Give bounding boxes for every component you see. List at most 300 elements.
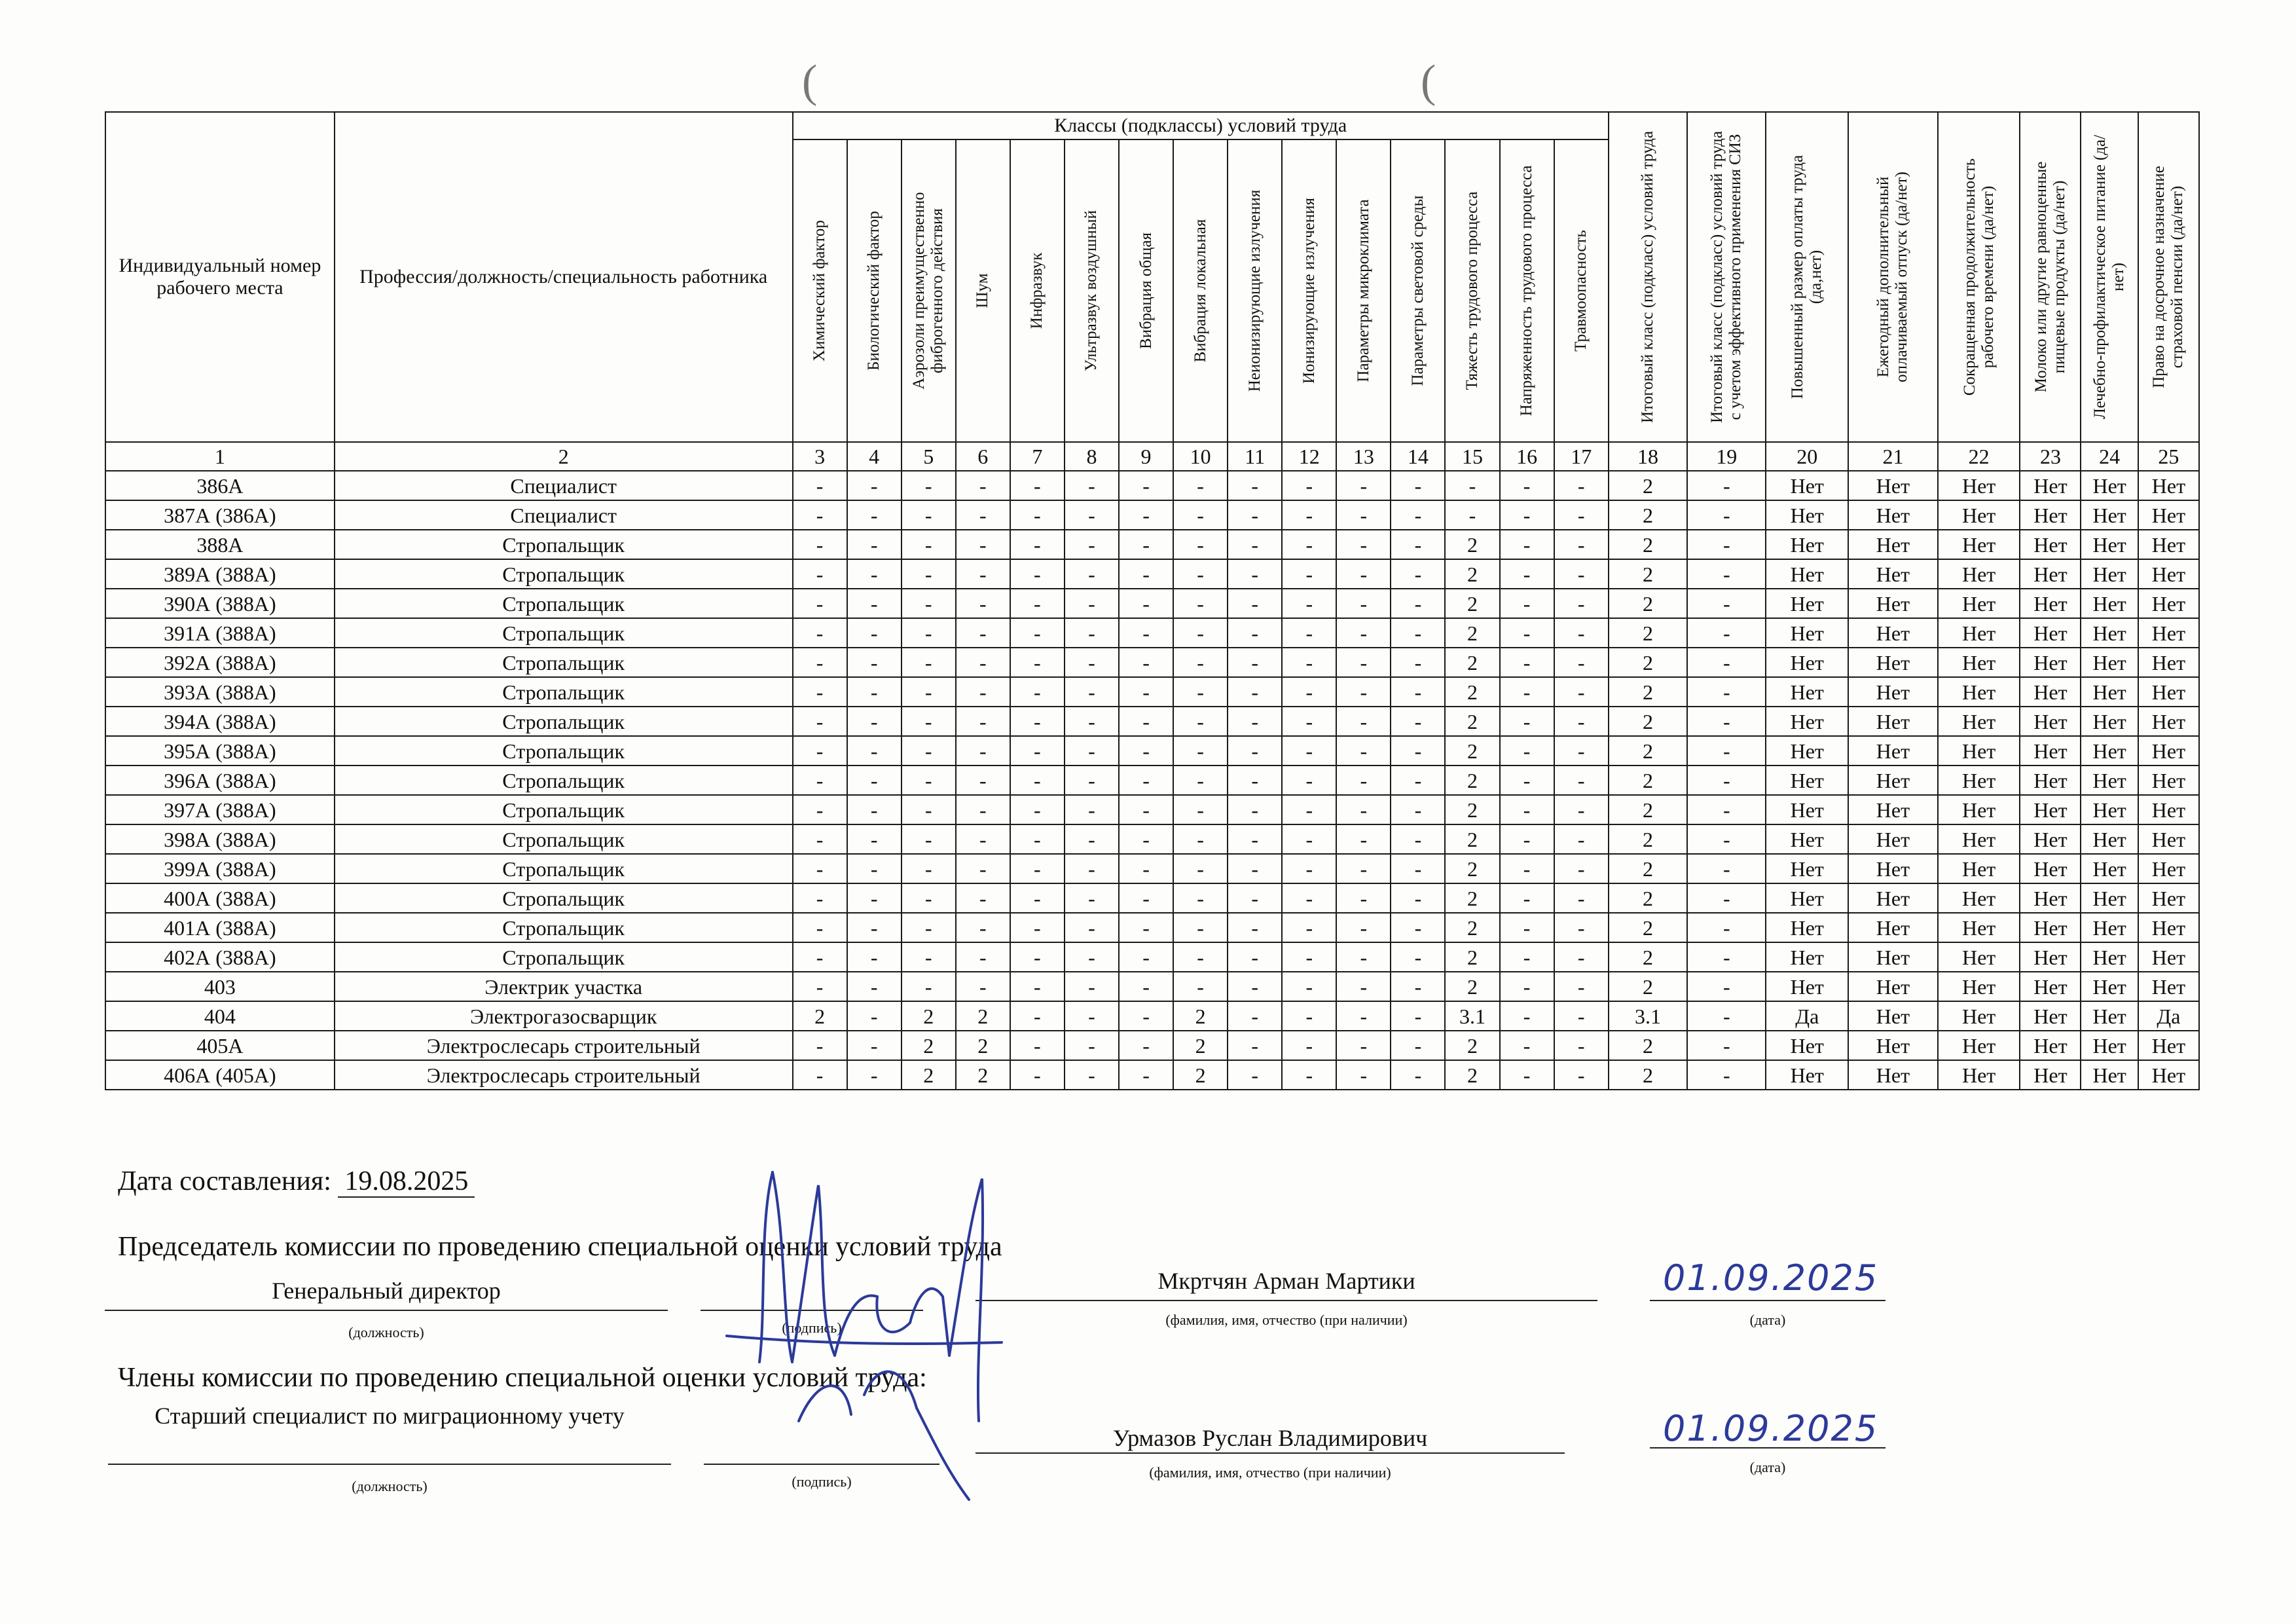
value-cell: Нет	[1766, 530, 1848, 559]
value-cell: -	[902, 942, 956, 972]
value-cell: -	[1391, 1031, 1445, 1060]
profession-cell: Стропальщик	[335, 530, 793, 559]
value-cell: -	[1010, 471, 1065, 500]
value-cell: 2	[1609, 1060, 1687, 1090]
value-cell: -	[1554, 1001, 1609, 1031]
value-cell: -	[1228, 972, 1282, 1001]
value-cell: -	[1500, 1031, 1554, 1060]
value-cell: Нет	[2138, 500, 2199, 530]
value-cell: -	[1173, 854, 1228, 883]
value-cell: Нет	[1938, 618, 2020, 648]
value-cell: -	[1500, 1001, 1554, 1031]
value-cell: -	[1391, 648, 1445, 677]
workplace-number-cell: 389А (388А)	[105, 559, 335, 589]
value-cell: 2	[1609, 677, 1687, 707]
value-cell: -	[902, 618, 956, 648]
value-cell: 2	[1445, 854, 1499, 883]
value-cell: -	[1010, 500, 1065, 530]
value-cell: Нет	[1938, 942, 2020, 972]
table-row	[105, 559, 2199, 589]
value-cell: -	[1391, 972, 1445, 1001]
value-cell: -	[902, 471, 956, 500]
profession-cell: Стропальщик	[335, 559, 793, 589]
header-factor: Неионизирующие излучения	[1228, 139, 1282, 442]
caption-position: (должность)	[348, 1324, 424, 1340]
profession-cell: Электрик участка	[335, 972, 793, 1001]
value-cell: -	[1228, 942, 1282, 972]
value-cell: -	[1228, 883, 1282, 913]
value-cell: -	[1065, 1001, 1119, 1031]
value-cell: -	[1282, 471, 1336, 500]
value-cell: Нет	[2081, 942, 2138, 972]
value-cell: Нет	[1938, 795, 2020, 824]
value-cell: -	[1554, 1031, 1609, 1060]
compile-date-line	[118, 1166, 475, 1197]
value-cell: Нет	[2081, 471, 2138, 500]
value-cell: -	[1500, 618, 1554, 648]
value-cell: -	[1554, 736, 1609, 766]
value-cell: 2	[1445, 972, 1499, 1001]
workplace-number-cell: 391А (388А)	[105, 618, 335, 648]
profession-cell: Стропальщик	[335, 883, 793, 913]
workplace-number-cell: 386А	[105, 471, 335, 500]
value-cell: -	[1391, 1060, 1445, 1090]
value-cell: Нет	[2081, 766, 2138, 795]
value-cell: -	[1119, 766, 1173, 795]
value-cell: -	[1687, 559, 1766, 589]
value-cell: -	[1010, 736, 1065, 766]
value-cell: -	[793, 707, 847, 736]
value-cell: -	[1500, 854, 1554, 883]
value-cell: -	[1282, 972, 1336, 1001]
value-cell: Нет	[1938, 500, 2020, 530]
value-cell: Нет	[2020, 972, 2081, 1001]
value-cell: Нет	[2020, 766, 2081, 795]
value-cell: Нет	[2081, 736, 2138, 766]
table-row	[105, 854, 2199, 883]
value-cell: -	[847, 618, 902, 648]
value-cell: -	[1065, 1060, 1119, 1090]
value-cell: -	[793, 942, 847, 972]
value-cell: -	[1282, 1031, 1336, 1060]
table-body	[105, 471, 2199, 1090]
value-cell: Нет	[1938, 972, 2020, 1001]
chair-position: Генеральный директор	[272, 1278, 501, 1304]
table-row	[105, 1060, 2199, 1090]
value-cell: -	[1500, 972, 1554, 1001]
table-row	[105, 824, 2199, 854]
value-cell: -	[1391, 795, 1445, 824]
header-reduced-hours: Сокращенная продолжительность рабочего времени (да/нет)	[1938, 112, 2020, 442]
value-cell: -	[1554, 530, 1609, 559]
chair-signed-date: 01.09.2025	[1663, 1257, 1879, 1299]
profession-cell: Стропальщик	[335, 618, 793, 648]
value-cell: Нет	[1766, 471, 1848, 500]
value-cell: Нет	[2138, 883, 2199, 913]
value-cell: -	[1554, 648, 1609, 677]
header-factor: Вибрация локальная	[1173, 139, 1228, 442]
value-cell: Нет	[2081, 677, 2138, 707]
value-cell: Нет	[1848, 677, 1938, 707]
scan-mark: (	[802, 56, 818, 107]
value-cell: 2	[793, 1001, 847, 1031]
value-cell: -	[1010, 559, 1065, 589]
member-position: Старший специалист по миграционному учету	[155, 1403, 625, 1429]
value-cell: -	[1228, 766, 1282, 795]
value-cell: Нет	[2138, 766, 2199, 795]
profession-cell: Стропальщик	[335, 589, 793, 618]
value-cell: -	[1391, 530, 1445, 559]
value-cell: 2	[1445, 766, 1499, 795]
value-cell: Нет	[1938, 589, 2020, 618]
value-cell: Нет	[1848, 883, 1938, 913]
value-cell: -	[1228, 500, 1282, 530]
value-cell: -	[1687, 1060, 1766, 1090]
column-number: 22	[1938, 442, 2020, 471]
value-cell: -	[902, 736, 956, 766]
value-cell: -	[1010, 854, 1065, 883]
value-cell: -	[1391, 854, 1445, 883]
value-cell: -	[1391, 766, 1445, 795]
value-cell: -	[1065, 648, 1119, 677]
value-cell: -	[1228, 913, 1282, 942]
value-cell: Нет	[2138, 942, 2199, 972]
value-cell: Нет	[1938, 883, 2020, 913]
value-cell: 2	[1445, 677, 1499, 707]
value-cell: -	[847, 736, 902, 766]
value-cell: -	[1282, 530, 1336, 559]
value-cell: -	[1228, 824, 1282, 854]
value-cell: Нет	[1766, 942, 1848, 972]
header-early-pension: Право на досрочное назначение страховой пенсии (да/нет)	[2138, 112, 2199, 442]
value-cell: -	[1228, 854, 1282, 883]
value-cell: Нет	[2138, 677, 2199, 707]
header-factor: Ионизирующие излучения	[1282, 139, 1336, 442]
value-cell: -	[793, 530, 847, 559]
value-cell: Нет	[2081, 913, 2138, 942]
value-cell: -	[1336, 559, 1391, 589]
value-cell: -	[1336, 854, 1391, 883]
value-cell: Нет	[2138, 589, 2199, 618]
value-cell: -	[1687, 1031, 1766, 1060]
header-classes-group: Классы (подклассы) условий труда	[793, 112, 1609, 139]
value-cell: -	[1391, 618, 1445, 648]
value-cell: -	[1010, 648, 1065, 677]
value-cell: -	[956, 648, 1010, 677]
chair-name: Мкртчян Арман Мартики	[1157, 1268, 1415, 1294]
workplace-number-cell: 403	[105, 972, 335, 1001]
value-cell: -	[1228, 618, 1282, 648]
value-cell: -	[1336, 707, 1391, 736]
value-cell: Нет	[1938, 1031, 2020, 1060]
value-cell: -	[1554, 766, 1609, 795]
value-cell: -	[793, 471, 847, 500]
profession-cell: Электрогазосварщик	[335, 1001, 793, 1031]
value-cell: -	[1010, 589, 1065, 618]
value-cell: -	[1500, 795, 1554, 824]
value-cell: -	[1119, 1001, 1173, 1031]
value-cell: -	[902, 677, 956, 707]
value-cell: 2	[1173, 1031, 1228, 1060]
column-number: 2	[335, 442, 793, 471]
value-cell: -	[956, 824, 1010, 854]
value-cell: -	[1173, 677, 1228, 707]
column-number: 18	[1609, 442, 1687, 471]
column-number: 25	[2138, 442, 2199, 471]
value-cell: -	[902, 972, 956, 1001]
date-value: 19.08.2025	[338, 1166, 475, 1198]
value-cell: Нет	[2081, 530, 2138, 559]
value-cell: -	[1119, 1031, 1173, 1060]
value-cell: -	[1173, 824, 1228, 854]
value-cell: Нет	[2020, 707, 2081, 736]
value-cell: -	[1554, 471, 1609, 500]
value-cell: -	[1687, 677, 1766, 707]
caption-date: (дата)	[1749, 1459, 1786, 1475]
value-cell: 2	[1609, 942, 1687, 972]
value-cell: -	[956, 913, 1010, 942]
value-cell: Нет	[2138, 471, 2199, 500]
value-cell: -	[1119, 1060, 1173, 1090]
value-cell: -	[1336, 913, 1391, 942]
value-cell: 2	[1609, 500, 1687, 530]
value-cell: Нет	[1848, 707, 1938, 736]
value-cell: -	[1500, 500, 1554, 530]
value-cell: -	[902, 500, 956, 530]
value-cell: Нет	[1766, 795, 1848, 824]
value-cell: -	[1687, 766, 1766, 795]
value-cell: -	[1336, 530, 1391, 559]
column-number: 6	[956, 442, 1010, 471]
value-cell: -	[847, 1031, 902, 1060]
value-cell: -	[847, 854, 902, 883]
value-cell: Нет	[2020, 883, 2081, 913]
value-cell: Нет	[2020, 1001, 2081, 1031]
value-cell: -	[793, 648, 847, 677]
value-cell: -	[1119, 589, 1173, 618]
value-cell: -	[793, 795, 847, 824]
value-cell: Да	[2138, 1001, 2199, 1031]
value-cell: -	[1336, 972, 1391, 1001]
value-cell: -	[1282, 500, 1336, 530]
value-cell: -	[1445, 471, 1499, 500]
value-cell: -	[847, 883, 902, 913]
value-cell: -	[1119, 530, 1173, 559]
value-cell: -	[1119, 883, 1173, 913]
header-factor: Ультразвук воздушный	[1065, 139, 1119, 442]
table-row	[105, 677, 2199, 707]
value-cell: Нет	[2138, 707, 2199, 736]
header-factor: Химический фактор	[793, 139, 847, 442]
value-cell: Нет	[1938, 530, 2020, 559]
value-cell: Нет	[1938, 913, 2020, 942]
profession-cell: Стропальщик	[335, 707, 793, 736]
table-row	[105, 766, 2199, 795]
value-cell: Нет	[1938, 824, 2020, 854]
value-cell: 2	[1609, 824, 1687, 854]
value-cell: -	[1687, 500, 1766, 530]
value-cell: -	[1282, 618, 1336, 648]
value-cell: -	[1687, 530, 1766, 559]
value-cell: 2	[1609, 707, 1687, 736]
header-factor: Травмоопасность	[1554, 139, 1609, 442]
value-cell: -	[793, 824, 847, 854]
value-cell: -	[793, 913, 847, 942]
value-cell: -	[1336, 942, 1391, 972]
header-extra-leave: Ежегодный дополнительный оплачиваемый отпуск (да/нет)	[1848, 112, 1938, 442]
value-cell: -	[1500, 707, 1554, 736]
value-cell: -	[1173, 530, 1228, 559]
caption-position: (должность)	[352, 1478, 428, 1494]
value-cell: -	[847, 530, 902, 559]
table-row	[105, 648, 2199, 677]
profession-cell: Стропальщик	[335, 766, 793, 795]
table-row	[105, 1031, 2199, 1060]
value-cell: Нет	[2081, 707, 2138, 736]
value-cell: Нет	[1938, 677, 2020, 707]
workplace-number-cell: 404	[105, 1001, 335, 1031]
value-cell: Нет	[1848, 500, 1938, 530]
value-cell: -	[1554, 795, 1609, 824]
column-number: 21	[1848, 442, 1938, 471]
column-number: 24	[2081, 442, 2138, 471]
value-cell: 2	[1609, 795, 1687, 824]
header-milk: Молоко или другие равноценные пищевые продукты (да/нет)	[2020, 112, 2081, 442]
value-cell: -	[1065, 972, 1119, 1001]
value-cell: Нет	[1848, 1001, 1938, 1031]
value-cell: 2	[1609, 883, 1687, 913]
value-cell: -	[1554, 824, 1609, 854]
value-cell: -	[956, 883, 1010, 913]
value-cell: -	[956, 736, 1010, 766]
value-cell: Нет	[1848, 618, 1938, 648]
value-cell: -	[1228, 559, 1282, 589]
table-row	[105, 500, 2199, 530]
value-cell: Нет	[1766, 1031, 1848, 1060]
value-cell: -	[1500, 559, 1554, 589]
value-cell: -	[1554, 942, 1609, 972]
value-cell: -	[956, 618, 1010, 648]
workplace-number-cell: 402А (388А)	[105, 942, 335, 972]
value-cell: -	[1500, 589, 1554, 618]
table-header	[105, 112, 2199, 471]
value-cell: -	[1173, 500, 1228, 530]
value-cell: Нет	[1766, 559, 1848, 589]
value-cell: 2	[1445, 530, 1499, 559]
value-cell: -	[1065, 913, 1119, 942]
value-cell: -	[1336, 589, 1391, 618]
value-cell: Нет	[2020, 795, 2081, 824]
profession-cell: Электрослесарь строительный	[335, 1060, 793, 1090]
value-cell: -	[1010, 972, 1065, 1001]
value-cell: -	[956, 530, 1010, 559]
value-cell: Нет	[2020, 824, 2081, 854]
value-cell: -	[847, 589, 902, 618]
value-cell: -	[847, 1001, 902, 1031]
table-row	[105, 1001, 2199, 1031]
members-heading: Члены комиссии по проведению специальной оценки условий труда:	[118, 1363, 927, 1393]
value-cell: -	[1336, 824, 1391, 854]
value-cell: -	[1065, 530, 1119, 559]
value-cell: 2	[902, 1060, 956, 1090]
value-cell: -	[1119, 942, 1173, 972]
profession-cell: Стропальщик	[335, 942, 793, 972]
value-cell: Нет	[1848, 1031, 1938, 1060]
value-cell: -	[847, 766, 902, 795]
value-cell: Нет	[1766, 677, 1848, 707]
column-number: 16	[1500, 442, 1554, 471]
value-cell: -	[956, 854, 1010, 883]
value-cell: -	[1065, 883, 1119, 913]
value-cell: Нет	[2081, 648, 2138, 677]
value-cell: -	[793, 618, 847, 648]
value-cell: Нет	[1938, 471, 2020, 500]
value-cell: -	[956, 766, 1010, 795]
value-cell: Нет	[1938, 854, 2020, 883]
value-cell: -	[1554, 677, 1609, 707]
table-row	[105, 471, 2199, 500]
value-cell: -	[1500, 913, 1554, 942]
value-cell: Нет	[1938, 559, 2020, 589]
value-cell: -	[1010, 883, 1065, 913]
table-row	[105, 707, 2199, 736]
workplace-number-cell: 393А (388А)	[105, 677, 335, 707]
value-cell: -	[793, 559, 847, 589]
value-cell: -	[1010, 913, 1065, 942]
value-cell: -	[1500, 766, 1554, 795]
value-cell: 2	[1173, 1001, 1228, 1031]
value-cell: -	[902, 766, 956, 795]
value-cell: Нет	[1848, 559, 1938, 589]
value-cell: 2	[1445, 648, 1499, 677]
value-cell: -	[1173, 559, 1228, 589]
value-cell: Нет	[1848, 589, 1938, 618]
value-cell: -	[1228, 736, 1282, 766]
scan-mark: (	[1421, 56, 1436, 107]
header-profession: Профессия/должность/специальность работника	[335, 112, 793, 442]
value-cell: -	[1010, 530, 1065, 559]
value-cell: 2	[1609, 618, 1687, 648]
value-cell: 2	[1445, 913, 1499, 942]
profession-cell: Электрослесарь строительный	[335, 1031, 793, 1060]
value-cell: -	[1010, 766, 1065, 795]
value-cell: Нет	[2138, 736, 2199, 766]
value-cell: -	[1065, 824, 1119, 854]
value-cell: -	[1173, 913, 1228, 942]
header-factor: Параметры световой среды	[1391, 139, 1445, 442]
value-cell: Нет	[2020, 530, 2081, 559]
profession-cell: Стропальщик	[335, 795, 793, 824]
header-therapeutic-food: Лечебно-профилактическое питание (да/нет)	[2081, 112, 2138, 442]
value-cell: -	[1173, 648, 1228, 677]
value-cell: 3.1	[1445, 1001, 1499, 1031]
value-cell: -	[1065, 1031, 1119, 1060]
header-factor: Аэрозоли преимущественно фиброгенного действия	[902, 139, 956, 442]
value-cell: 2	[956, 1031, 1010, 1060]
workplace-number-cell: 400А (388А)	[105, 883, 335, 913]
workplace-number-cell: 401А (388А)	[105, 913, 335, 942]
value-cell: -	[956, 677, 1010, 707]
column-number: 13	[1336, 442, 1391, 471]
value-cell: -	[1336, 648, 1391, 677]
value-cell: Нет	[1938, 1060, 2020, 1090]
value-cell: 2	[902, 1031, 956, 1060]
value-cell: -	[1687, 707, 1766, 736]
caption-date: (дата)	[1749, 1312, 1786, 1328]
value-cell: -	[1687, 824, 1766, 854]
table-row	[105, 883, 2199, 913]
value-cell: -	[793, 972, 847, 1001]
